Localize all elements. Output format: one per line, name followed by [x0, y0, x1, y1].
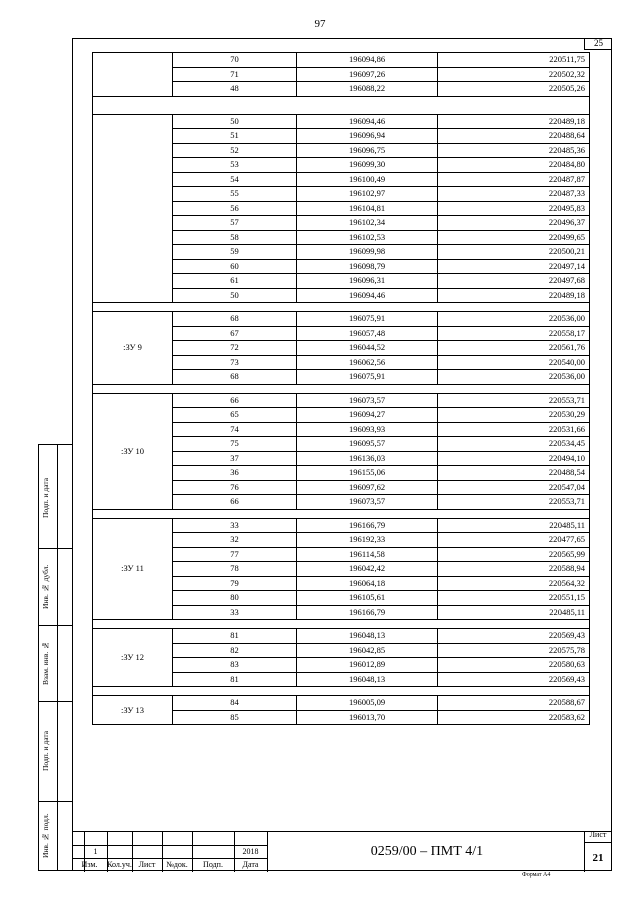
x-coordinate: 196048,13 — [297, 629, 438, 644]
table-row — [93, 114, 590, 129]
point-number: 75 — [173, 437, 297, 452]
x-coordinate: 196075,91 — [297, 312, 438, 327]
title-block-line — [72, 858, 267, 859]
y-coordinate: 220484,80 — [438, 158, 590, 173]
y-coordinate: 220489,18 — [438, 288, 590, 303]
point-number: 61 — [173, 274, 297, 289]
left-stamp-divider — [39, 801, 73, 802]
document-code: 0259/00 – ПМТ 4/1 — [370, 844, 484, 859]
y-coordinate: 220496,37 — [438, 216, 590, 231]
x-coordinate: 196096,94 — [297, 129, 438, 144]
header-podp: Подп. — [203, 860, 223, 869]
y-coordinate: 220497,68 — [438, 274, 590, 289]
y-coordinate: 220485,11 — [438, 518, 590, 533]
x-coordinate: 196114,58 — [297, 547, 438, 562]
separator-cell — [93, 384, 590, 393]
header-kol-uch: Кол.уч. — [107, 860, 132, 869]
y-coordinate: 220531,66 — [438, 422, 590, 437]
x-coordinate: 196073,57 — [297, 495, 438, 510]
header-list: Лист — [138, 860, 156, 869]
group-separator-row — [93, 303, 590, 312]
x-coordinate: 196096,75 — [297, 143, 438, 158]
y-coordinate: 220565,99 — [438, 547, 590, 562]
point-number: 50 — [173, 114, 297, 129]
x-coordinate: 196044,52 — [297, 341, 438, 356]
point-number: 72 — [173, 341, 297, 356]
x-coordinate: 196097,62 — [297, 480, 438, 495]
separator-cell — [93, 687, 590, 696]
table-row — [93, 629, 590, 644]
group-separator-row — [93, 509, 590, 518]
left-stamp-label-sign-date-2: Подп. и дата — [41, 730, 50, 772]
x-coordinate: 196098,79 — [297, 259, 438, 274]
left-side-stamp — [38, 444, 72, 871]
y-coordinate: 220500,21 — [438, 245, 590, 260]
table-row — [93, 393, 590, 408]
sheet-label: Лист — [589, 830, 607, 839]
y-coordinate: 220588,94 — [438, 562, 590, 577]
x-coordinate: 196099,98 — [297, 245, 438, 260]
left-stamp-divider — [39, 701, 73, 702]
x-coordinate: 196155,06 — [297, 466, 438, 481]
point-number: 51 — [173, 129, 297, 144]
x-coordinate: 196104,81 — [297, 201, 438, 216]
point-number: 33 — [173, 518, 297, 533]
x-coordinate: 196094,27 — [297, 408, 438, 423]
point-number: 81 — [173, 629, 297, 644]
y-coordinate: 220569,43 — [438, 672, 590, 687]
y-coordinate: 220477,65 — [438, 533, 590, 548]
point-number: 66 — [173, 393, 297, 408]
point-number: 33 — [173, 605, 297, 620]
y-coordinate: 220540,00 — [438, 355, 590, 370]
separator-cell — [93, 96, 590, 114]
point-number: 58 — [173, 230, 297, 245]
point-number: 82 — [173, 643, 297, 658]
point-number: 74 — [173, 422, 297, 437]
header-ndok: №док. — [166, 860, 188, 869]
point-number: 48 — [173, 82, 297, 97]
left-stamp-divider — [39, 625, 73, 626]
y-coordinate: 220536,00 — [438, 312, 590, 327]
table-row — [93, 53, 590, 68]
table-row — [93, 518, 590, 533]
x-coordinate: 196012,89 — [297, 658, 438, 673]
y-coordinate: 220497,14 — [438, 259, 590, 274]
point-number: 53 — [173, 158, 297, 173]
y-coordinate: 220558,17 — [438, 326, 590, 341]
x-coordinate: 196136,03 — [297, 451, 438, 466]
format-label: Формат А4 — [522, 872, 551, 878]
y-coordinate: 220553,71 — [438, 393, 590, 408]
x-coordinate: 196099,30 — [297, 158, 438, 173]
group-label: :ЗУ 12 — [93, 629, 173, 687]
y-coordinate: 220495,83 — [438, 201, 590, 216]
x-coordinate: 196192,33 — [297, 533, 438, 548]
group-label: :ЗУ 13 — [93, 696, 173, 725]
point-number: 56 — [173, 201, 297, 216]
x-coordinate: 196166,79 — [297, 518, 438, 533]
y-coordinate: 220564,32 — [438, 576, 590, 591]
point-number: 79 — [173, 576, 297, 591]
y-coordinate: 220553,71 — [438, 495, 590, 510]
point-number: 36 — [173, 466, 297, 481]
x-coordinate: 196062,56 — [297, 355, 438, 370]
y-coordinate: 220580,63 — [438, 658, 590, 673]
left-stamp-label-sign-date-1: Подп. и дата — [41, 477, 50, 518]
point-number: 68 — [173, 370, 297, 385]
y-coordinate: 220487,87 — [438, 172, 590, 187]
y-coordinate: 220547,04 — [438, 480, 590, 495]
point-number: 68 — [173, 312, 297, 327]
point-number: 80 — [173, 591, 297, 606]
group-label: :ЗУ 11 — [93, 518, 173, 620]
y-coordinate: 220530,29 — [438, 408, 590, 423]
left-stamp-label-orig-inv: Инв. № подл. — [41, 813, 50, 859]
x-coordinate: 196095,57 — [297, 437, 438, 452]
x-coordinate: 196048,13 — [297, 672, 438, 687]
x-coordinate: 196005,09 — [297, 696, 438, 711]
group-separator-row — [93, 620, 590, 629]
y-coordinate: 220561,76 — [438, 341, 590, 356]
x-coordinate: 196094,46 — [297, 288, 438, 303]
header-izm: Изм. — [81, 860, 98, 869]
title-block-line — [584, 842, 612, 843]
y-coordinate: 220489,18 — [438, 114, 590, 129]
left-stamp-label-replace-inv: Взам. инв. № — [41, 640, 50, 686]
group-separator-row — [93, 687, 590, 696]
point-number: 50 — [173, 288, 297, 303]
y-coordinate: 220511,75 — [438, 53, 590, 68]
x-coordinate: 196042,85 — [297, 643, 438, 658]
point-number: 54 — [173, 172, 297, 187]
y-coordinate: 220534,45 — [438, 437, 590, 452]
y-coordinate: 220502,32 — [438, 67, 590, 82]
x-coordinate: 196075,91 — [297, 370, 438, 385]
table-row — [93, 312, 590, 327]
point-number: 67 — [173, 326, 297, 341]
title-block — [72, 831, 612, 871]
group-label — [93, 114, 173, 303]
x-coordinate: 196013,70 — [297, 710, 438, 725]
y-coordinate: 220499,65 — [438, 230, 590, 245]
point-number: 55 — [173, 187, 297, 202]
point-number: 83 — [173, 658, 297, 673]
x-coordinate: 196102,97 — [297, 187, 438, 202]
title-block-line — [267, 832, 268, 872]
x-coordinate: 196102,34 — [297, 216, 438, 231]
y-coordinate: 220583,62 — [438, 710, 590, 725]
point-number: 76 — [173, 480, 297, 495]
x-coordinate: 196088,22 — [297, 82, 438, 97]
y-coordinate: 220551,15 — [438, 591, 590, 606]
x-coordinate: 196097,26 — [297, 67, 438, 82]
point-number: 65 — [173, 408, 297, 423]
x-coordinate: 196093,93 — [297, 422, 438, 437]
corner-sheet-number: 25 — [584, 38, 612, 50]
coordinates-table — [92, 52, 590, 725]
group-label — [93, 53, 173, 97]
point-number: 70 — [173, 53, 297, 68]
point-number: 60 — [173, 259, 297, 274]
y-coordinate: 220536,00 — [438, 370, 590, 385]
x-coordinate: 196100,49 — [297, 172, 438, 187]
y-coordinate: 220485,11 — [438, 605, 590, 620]
y-coordinate: 220588,67 — [438, 696, 590, 711]
y-coordinate: 220485,36 — [438, 143, 590, 158]
point-number: 81 — [173, 672, 297, 687]
point-number: 59 — [173, 245, 297, 260]
x-coordinate: 196094,86 — [297, 53, 438, 68]
x-coordinate: 196102,53 — [297, 230, 438, 245]
separator-cell — [93, 620, 590, 629]
title-block-line — [72, 845, 267, 846]
group-label: :ЗУ 10 — [93, 393, 173, 509]
year: 2018 — [242, 847, 259, 856]
separator-cell — [93, 509, 590, 518]
header-data: Дата — [242, 860, 259, 869]
point-number: 57 — [173, 216, 297, 231]
y-coordinate: 220494,10 — [438, 451, 590, 466]
y-coordinate: 220488,64 — [438, 129, 590, 144]
separator-cell — [93, 303, 590, 312]
group-label: :ЗУ 9 — [93, 312, 173, 385]
group-separator-row — [93, 384, 590, 393]
point-number: 78 — [173, 562, 297, 577]
point-number: 85 — [173, 710, 297, 725]
point-number: 73 — [173, 355, 297, 370]
point-number: 71 — [173, 67, 297, 82]
x-coordinate: 196064,18 — [297, 576, 438, 591]
left-stamp-divider — [39, 548, 73, 549]
x-coordinate: 196105,61 — [297, 591, 438, 606]
revision-number: 1 — [93, 847, 98, 856]
x-coordinate: 196057,48 — [297, 326, 438, 341]
y-coordinate: 220488,54 — [438, 466, 590, 481]
point-number: 32 — [173, 533, 297, 548]
table-row — [93, 696, 590, 711]
y-coordinate: 220487,33 — [438, 187, 590, 202]
x-coordinate: 196073,57 — [297, 393, 438, 408]
left-stamp-label-dup-inv: Инв. № дубл. — [41, 564, 50, 610]
point-number: 52 — [173, 143, 297, 158]
point-number: 77 — [173, 547, 297, 562]
page-number: 97 — [314, 18, 326, 30]
point-number: 84 — [173, 696, 297, 711]
x-coordinate: 196166,79 — [297, 605, 438, 620]
y-coordinate: 220569,43 — [438, 629, 590, 644]
sheet-number: 21 — [592, 852, 604, 864]
point-number: 37 — [173, 451, 297, 466]
x-coordinate: 196042,42 — [297, 562, 438, 577]
group-separator-row — [93, 96, 590, 114]
point-number: 66 — [173, 495, 297, 510]
y-coordinate: 220505,26 — [438, 82, 590, 97]
y-coordinate: 220575,78 — [438, 643, 590, 658]
x-coordinate: 196096,31 — [297, 274, 438, 289]
x-coordinate: 196094,46 — [297, 114, 438, 129]
